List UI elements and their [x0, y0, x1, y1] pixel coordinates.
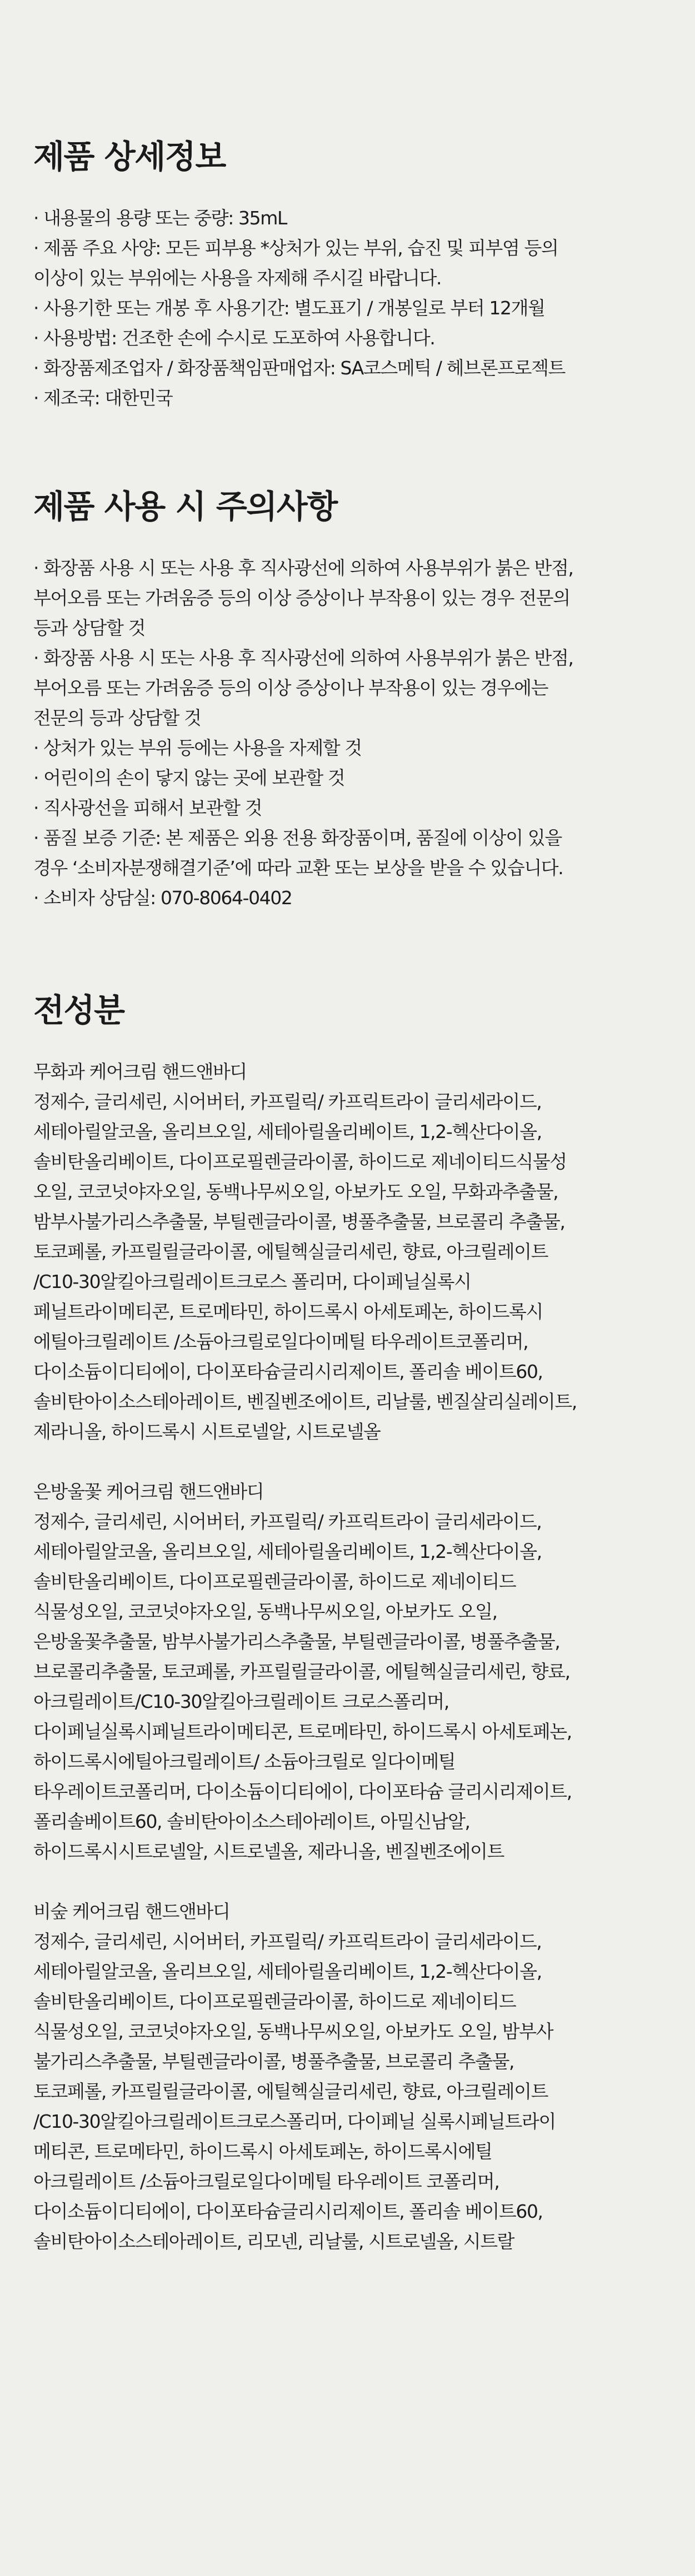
- info-line: · 제품 주요 사양: 모든 피부용 *상처가 있는 부위, 습진 및 피부염 등의: [33, 237, 558, 259]
- ingredient-line: 토코페롤, 카프릴릴글라이콜, 에틸헥실글리세린, 향료, 아크릴레이트: [33, 1240, 548, 1262]
- ingredient-line: 다이소듐이디티에이, 다이포타슘글리시리제이트, 폴리솔 베이트60,: [33, 1360, 543, 1382]
- ingredient-line: 세테아릴알코올, 올리브오일, 세테아릴올리베이트, 1,2-헥산다이올,: [33, 1540, 542, 1562]
- ingredient-line: 불가리스추출물, 부틸렌글라이콜, 병풀추출물, 브로콜리 추출물,: [33, 2050, 514, 2072]
- info-line: 이상이 있는 부위에는 사용을 자제해 주시길 바랍니다.: [33, 267, 442, 289]
- ingredient-line: /C10-30알킬아크릴레이트크로스폴리머, 다이페닐 실록시페닐트라이: [33, 2110, 556, 2132]
- caution-line: 부어오름 또는 가려움증 등의 이상 증상이나 부작용이 있는 경우에는: [33, 676, 548, 699]
- caution-list: [33, 553, 667, 913]
- ingredient-line: 정제수, 글리세린, 시어버터, 카프릴릭/ 카프릭트라이 글리세라이드,: [33, 1510, 542, 1532]
- caution-line: · 화장품 사용 시 또는 사용 후 직사광선에 의하여 사용부위가 붉은 반점,: [33, 557, 573, 579]
- info-line: · 사용기한 또는 개봉 후 사용기간: 별도표기 / 개봉일로 부터 12개월: [33, 297, 545, 319]
- ingredient-line: 페닐트라이메티콘, 트로메타민, 하이드록시 아세토페논, 하이드록시: [33, 1300, 543, 1322]
- ingredient-line: 정제수, 글리세린, 시어버터, 카프릴릭/ 카프릭트라이 글리세라이드,: [33, 1930, 542, 1952]
- ingredient-line: 타우레이트코폴리머, 다이소듐이디티에이, 다이포타슘 글리시리제이트,: [33, 1780, 572, 1802]
- caution-line: · 직사광선을 피해서 보관할 것: [33, 796, 262, 819]
- caution-line: 전문의 등과 상담할 것: [33, 706, 201, 729]
- product-name: 무화과 케어크림 핸드앤바디: [33, 1060, 247, 1082]
- ingredient-line: 아크릴레이트/C10-30알킬아크릴레이트 크로스폴리머,: [33, 1690, 449, 1712]
- product-name: 비숲 케어크림 핸드앤바디: [33, 1900, 230, 1922]
- ingredient-line: 솔비탄아이소스테아레이트, 리모넨, 리날룰, 시트로넬올, 시트랄: [33, 2230, 514, 2252]
- ingredient-line: 정제수, 글리세린, 시어버터, 카프릴릭/ 카프릭트라이 글리세라이드,: [33, 1090, 542, 1112]
- caution-line: · 화장품 사용 시 또는 사용 후 직사광선에 의하여 사용부위가 붉은 반점,: [33, 646, 573, 669]
- caution-line: · 상처가 있는 부위 등에는 사용을 자제할 것: [33, 736, 362, 759]
- ingredient-line: 폴리솔베이트60, 솔비탄아이소스테아레이트, 아밀신남알,: [33, 1810, 470, 1832]
- caution-line: 경우 ‘소비자분쟁해결기준’에 따라 교환 또는 보상을 받을 수 있습니다.: [33, 856, 563, 879]
- info-line: · 제조국: 대한민국: [33, 387, 173, 409]
- ingredients-section: [33, 991, 667, 2257]
- ingredient-line: 솔비탄아이소스테아레이트, 벤질벤조에이트, 리날룰, 벤질살리실레이트,: [33, 1390, 577, 1412]
- ingredients-title: 전성분: [33, 991, 124, 1029]
- ingredient-line: 제라니올, 하이드록시 시트로넬알, 시트로넬올: [33, 1420, 381, 1442]
- ingredients-product-lily: [33, 1477, 667, 1867]
- ingredient-line: 토코페롤, 카프릴릴글라이콜, 에틸헥실글리세린, 향료, 아크릴레이트: [33, 2080, 548, 2102]
- ingredient-line: 은방울꽃추출물, 밤부사불가리스추출물, 부틸렌글라이콜, 병풀추출물,: [33, 1630, 560, 1652]
- ingredient-line: 오일, 코코넛야자오일, 동백나무씨오일, 아보카도 오일, 무화과추출물,: [33, 1180, 558, 1202]
- product-info-section: [33, 138, 667, 413]
- caution-line: · 어린이의 손이 닿지 않는 곳에 보관할 것: [33, 766, 345, 789]
- product-info-title: 제품 상세정보: [33, 138, 226, 176]
- ingredient-line: 세테아릴알코올, 올리브오일, 세테아릴올리베이트, 1,2-헥산다이올,: [33, 1960, 542, 1982]
- caution-section: [33, 488, 667, 913]
- ingredient-line: 식물성오일, 코코넛야자오일, 동백나무씨오일, 아보카도 오일,: [33, 1600, 497, 1622]
- caution-line: 부어오름 또는 가려움증 등의 이상 증상이나 부작용이 있는 경우 전문의: [33, 587, 570, 609]
- ingredients-product-fig: [33, 1057, 667, 1447]
- ingredient-line: 솔비탄올리베이트, 다이프로필렌글라이콜, 하이드로 제네이티드식물성: [33, 1150, 567, 1172]
- ingredient-line: 솔비탄올리베이트, 다이프로필렌글라이콜, 하이드로 제네이티드: [33, 1570, 516, 1592]
- ingredient-line: 솔비탄올리베이트, 다이프로필렌글라이콜, 하이드로 제네이티드: [33, 1990, 516, 2012]
- caution-line: · 소비자 상담실: 070-8064-0402: [33, 886, 292, 909]
- ingredient-line: 다이페닐실록시페닐트라이메티콘, 트로메타민, 하이드록시 아세토페논,: [33, 1720, 572, 1742]
- caution-line: 등과 상담할 것: [33, 617, 146, 639]
- ingredient-line: 세테아릴알코올, 올리브오일, 세테아릴올리베이트, 1,2-헥산다이올,: [33, 1120, 542, 1142]
- ingredient-line: 브로콜리추출물, 토코페롤, 카프릴릴글라이콜, 에틸헥실글리세린, 향료,: [33, 1660, 570, 1682]
- ingredient-line: 메티콘, 트로메타민, 하이드록시 아세토페논, 하이드록시에틸: [33, 2140, 492, 2162]
- ingredient-line: 에틸아크릴레이트 /소듐아크릴로일다이메틸 타우레이트코폴리머,: [33, 1330, 528, 1352]
- ingredient-line: 하이드록시에틸아크릴레이트/ 소듐아크릴로 일다이메틸: [33, 1750, 456, 1772]
- info-line: · 화장품제조업자 / 화장품책임판매업자: SA코스메틱 / 헤브론프로젝트: [33, 357, 566, 379]
- ingredient-line: /C10-30알킬아크릴레이트크로스 폴리머, 다이페닐실록시: [33, 1270, 471, 1292]
- ingredient-line: 식물성오일, 코코넛야자오일, 동백나무씨오일, 아보카도 오일, 밤부사: [33, 2020, 553, 2042]
- info-line: · 내용물의 용량 또는 중량: 35mL: [33, 207, 287, 229]
- ingredients-product-rainforest: [33, 1897, 667, 2257]
- product-info-list: [33, 203, 667, 413]
- caution-line: · 품질 보증 기준: 본 제품은 외용 전용 화장품이며, 품질에 이상이 있을: [33, 826, 562, 849]
- ingredient-line: 아크릴레이트 /소듐아크릴로일다이메틸 타우레이트 코폴리머,: [33, 2170, 499, 2192]
- ingredient-line: 하이드록시시트로넬알, 시트로넬올, 제라니올, 벤질벤조에이트: [33, 1840, 504, 1862]
- info-line: · 사용방법: 건조한 손에 수시로 도포하여 사용합니다.: [33, 327, 435, 349]
- product-name: 은방울꽃 케어크림 핸드앤바디: [33, 1480, 264, 1502]
- caution-title: 제품 사용 시 주의사항: [33, 488, 337, 525]
- ingredient-line: 다이소듐이디티에이, 다이포타슘글리시리제이트, 폴리솔 베이트60,: [33, 2200, 543, 2222]
- ingredient-line: 밤부사불가리스추출물, 부틸렌글라이콜, 병풀추출물, 브로콜리 추출물,: [33, 1210, 565, 1232]
